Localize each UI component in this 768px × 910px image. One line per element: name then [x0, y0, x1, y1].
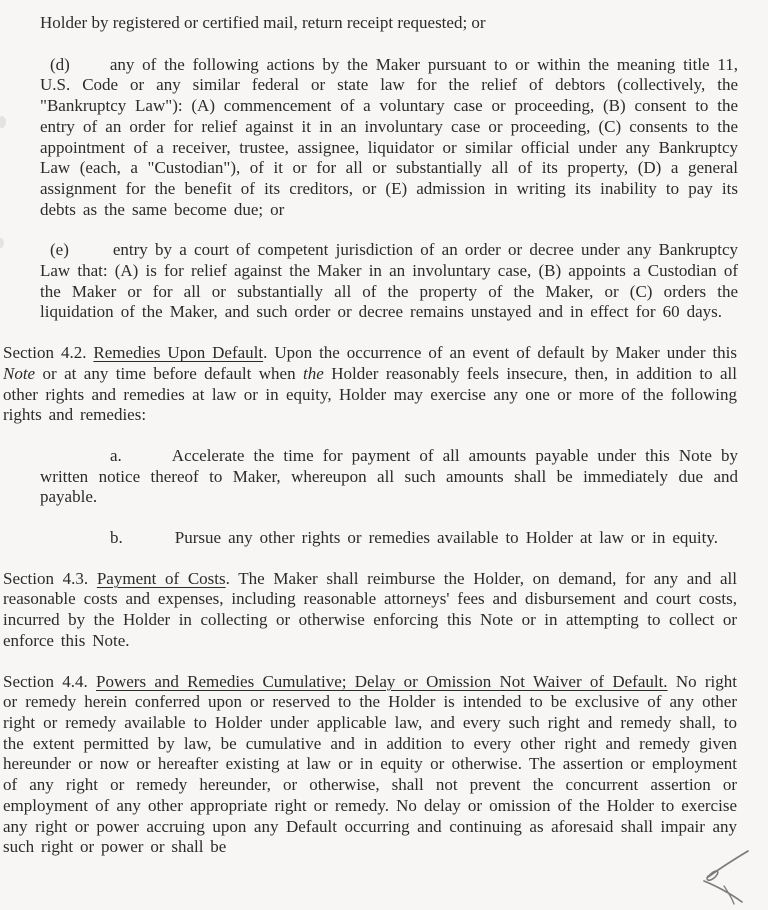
item-b-text: Pursue any other rights or remedies available to Holder at law or in equity.: [174, 528, 719, 548]
paragraph-continuation: [40, 13, 737, 34]
section-4-4-label: Section 4.4.: [3, 671, 97, 691]
item-d-marker: (d): [50, 54, 70, 74]
item-e-marker: (e): [50, 240, 69, 260]
paragraph-item-d: [40, 55, 738, 221]
scan-artifact: [0, 238, 4, 248]
section-4-2-text: . Upon the occurrence of an event of default by Maker under this: [263, 343, 738, 363]
item-e-text: entry by a court of competent jurisdiction of an order or decree under any Bankruptcy Law that: (A) is for relief against the Maker in an involuntary case, (B) appoints a Custodian of the Maker or for all or substantially all of the property of the Maker, or (C) orders the liquidation of the Maker, and such order or decree remains unstayed and in effect for 60 days.: [40, 240, 738, 322]
item-d-text: any of the following actions by the Maker pursuant to or within the meaning title 11, U.S. Code or any similar federal or state law for the relief of debtors (collectively, the "Bankruptcy Law"): (A) commencement of a voluntary case or proceeding, (B) consent to the entry of an order for relief against it in an involuntary case or proceeding, (C) consents to the appointment of a receiver, trustee, assignee, liquidator or similar official under any Bankruptcy Law (each, a "Custodian"), of it or for all or substantially all of its property, (D) a general assignment for the benefit of its creditors, or (E) admission in writing its inability to pay its debts as the same become due; or: [40, 54, 738, 219]
italic-note: Note: [3, 363, 36, 383]
scan-artifact: [0, 116, 6, 128]
item-b-marker: b.: [110, 528, 123, 548]
item-a-marker: a.: [110, 445, 122, 465]
paragraph-section-4-4: [3, 672, 737, 858]
section-4-4-heading: Powers and Remedies Cumulative; Delay or Omission Not Waiver of Default.: [96, 671, 668, 691]
continuation-text: Holder by registered or certified mail, return receipt requested; or: [40, 13, 486, 32]
item-a-text: Accelerate the time for payment of all amounts payable under this Note by written notice thereof to Maker, whereupon all such amounts shall be immediately due and payable.: [40, 445, 738, 507]
paragraph-item-e: [40, 240, 738, 323]
paragraph-section-4-3: [3, 569, 737, 652]
section-4-3-text: . The Maker shall reimburse the Holder, on demand, for any and all reasonable costs and expenses, including reasonable attorneys' fees and disbursement and court costs, incurred by the Holder in collecting or otherwise enforcing this Note or in attempting to collect or enforce this Note.: [3, 568, 737, 650]
section-4-3-label: Section 4.3.: [3, 568, 97, 588]
italic-the: the: [303, 363, 324, 383]
section-4-2-text-rest: Holder reasonably feels insecure, then, in addition to all other rights and remedies at law or in equity, Holder may exercise any one or more of the following rights and remedies:: [3, 363, 737, 425]
paragraph-item-b: [40, 528, 738, 549]
section-4-2-heading: Remedies Upon Default: [93, 343, 264, 363]
section-4-2-text-mid: or at any time before default when: [35, 363, 304, 383]
paragraph-item-a: [40, 446, 738, 508]
paragraph-section-4-2: [3, 343, 737, 426]
section-4-4-text: No right or remedy herein conferred upon or reserved to the Holder is intended to be exclusive of any other right or remedy available to Holder under applicable law, and every such right and remedy shall, to the extent permitted by law, be cumulative and in addition to every other right and remedy given hereunder or now or hereafter existing at law or in equity or otherwise. The assertion or employment of any right or remedy hereunder, or otherwise, shall not prevent the concurrent assertion or employment of any other appropriate right or remedy. No delay or omission of the Holder to exercise any right or power accruing upon any Default occurring and continuing as aforesaid shall impair any such right or power or shall be: [3, 671, 737, 857]
section-4-3-heading: Payment of Costs: [96, 568, 226, 588]
section-4-2-label: Section 4.2.: [3, 343, 94, 363]
handwritten-initials-mark: [678, 846, 754, 908]
